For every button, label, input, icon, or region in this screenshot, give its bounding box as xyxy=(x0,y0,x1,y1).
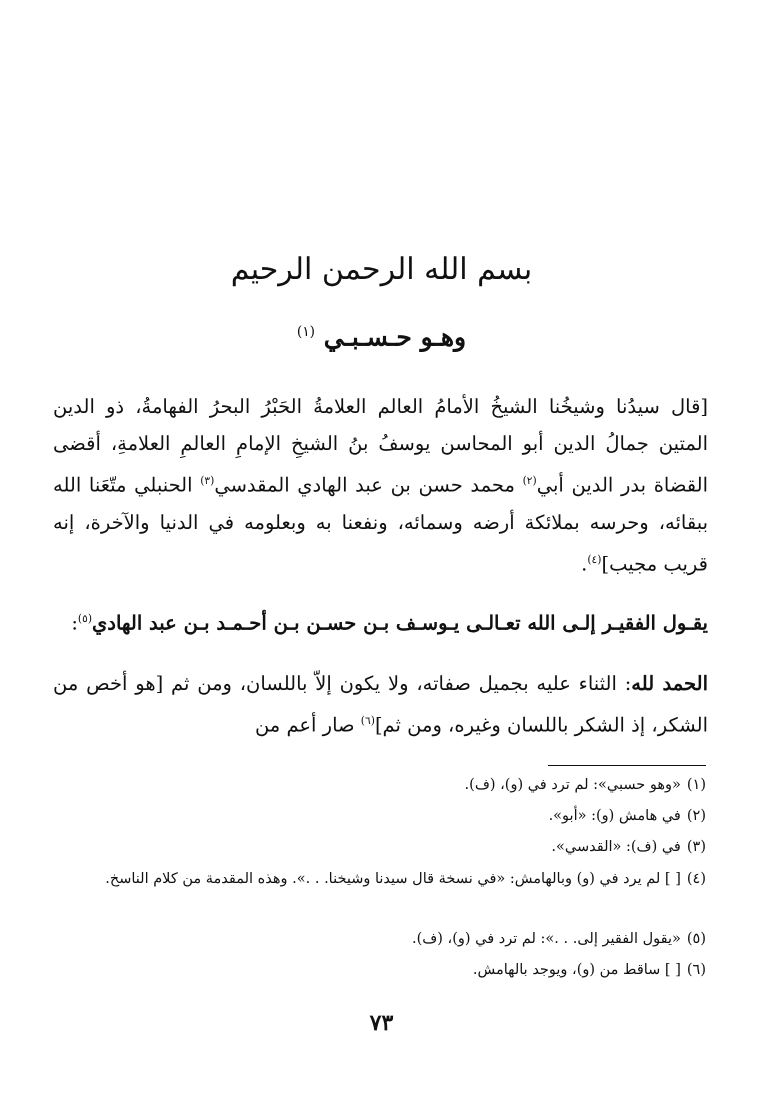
footnote-text: في (ف): «القدسي». xyxy=(551,839,681,855)
footnote-ref-5: (٥) xyxy=(77,612,93,625)
footnote-6 xyxy=(56,960,706,981)
wahuwa-heading xyxy=(0,312,763,357)
footnote-text: [ ] لم يرد في (و) وبالهامش: «في نسخة قال سيدنا وشيخنا. . .». وهذه المقدمة من كلام الناسخ. xyxy=(105,871,681,887)
wahuwa-text: وهـو حـسـبـي xyxy=(323,322,467,352)
footnote-text: [ ] ساقط من (و)، ويوجد بالهامش. xyxy=(472,962,681,978)
speaker-text: يقـول الفقيـر إلـى الله تعـالـى يـوسـف بـن حسـن بـن أحـمـد بـن عبد الهادي xyxy=(92,611,708,635)
intro-mid: محمد حسن بن عبد الهادي المقدسي xyxy=(214,473,523,497)
speaker-paragraph xyxy=(53,600,708,642)
footnote-text: «وهو حسبي»: لم ترد في (و)، (ف). xyxy=(464,777,681,793)
footnote-number: (٢) xyxy=(686,808,706,824)
footnote-number: (٣) xyxy=(686,839,706,855)
intro-end: الحنبلي متّعَنا الله ببقائه، وحرسه بملائكة أرضه وسمائه، ونفعنا به وبعلومه في الدنيا والآخرة، إنه قريب مجيب] xyxy=(53,473,708,575)
footnote-ref-4: (٤) xyxy=(587,552,602,566)
intro-text: [قال سيدُنا وشيخُنا الشيخُ الأمامُ العالم العلامةُ الحَبْرُ البحرُ الفهامةُ، ذو الدين المتين جمالُ الدين أبو المحاسن يوسفُ بنُ الشيخِ الإمامِ العالمِ العلامةِ، أقضى القضاة بدر الدين أبي xyxy=(53,395,709,497)
intro-period: . xyxy=(581,552,588,575)
hamd-text: : الثناء عليه بجميل صفاته، ولا يكون إلاّ باللسان، ومن ثم [هو أخص من الشكر، إذ الشكر باللسان وغيره، ومن ثم] xyxy=(53,672,708,737)
hamd-paragraph xyxy=(53,665,708,744)
footnote-5 xyxy=(56,929,706,950)
footnote-ref-3: (٣) xyxy=(200,474,215,487)
footnote-2 xyxy=(56,806,706,827)
page-number: ٧٣ xyxy=(369,1010,394,1036)
footnote-text: في هامش (و): «أبو». xyxy=(548,808,681,824)
footnote-divider xyxy=(548,765,706,766)
footnote-text: «يقول الفقير إلى. . .»: لم ترد في (و)، (ف). xyxy=(411,931,681,947)
hamd-lead: الحمد لله xyxy=(631,672,708,695)
footnote-number: (٤) xyxy=(686,871,706,887)
footnote-4 xyxy=(56,869,706,890)
footnote-number: (٥) xyxy=(686,931,706,947)
hamd-end: صار أعم من xyxy=(254,713,361,737)
footnote-3 xyxy=(56,837,706,858)
footnote-number: (١) xyxy=(686,777,706,793)
footnote-ref-2: (٢) xyxy=(522,474,537,487)
speaker-tail: : xyxy=(71,611,78,635)
footnote-ref-1: (١) xyxy=(296,324,316,340)
footnote-number: (٦) xyxy=(686,962,706,978)
intro-paragraph xyxy=(53,388,708,582)
footnote-1 xyxy=(56,775,706,796)
basmala-heading: بسم الله الرحمن الرحيم xyxy=(230,252,533,287)
footnote-ref-6: (٦) xyxy=(360,714,375,727)
